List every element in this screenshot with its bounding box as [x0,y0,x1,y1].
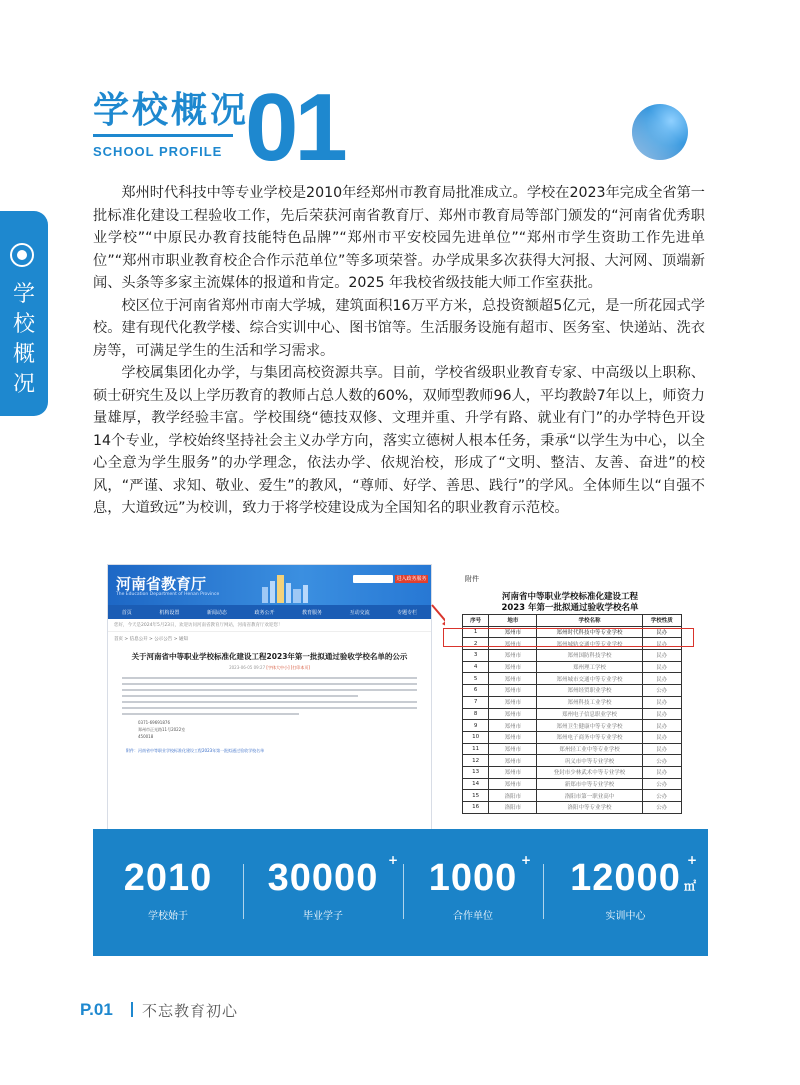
table-cell: 5 [463,673,489,685]
table-cell: 郑州市 [489,626,537,638]
nav-item[interactable]: 新闻动态 [206,609,227,616]
table-cell: 郑州卫生健康中等专业学校 [537,720,642,732]
table-cell: 民办 [642,743,681,755]
stat-training-center [543,829,708,956]
footer-divider [131,1002,133,1017]
nav-item[interactable]: 互动交流 [349,609,370,616]
side-tab-label: 学校概况 [12,282,35,397]
nav-item[interactable]: 机构设置 [159,609,180,616]
table-cell: 2 [463,638,489,650]
page-title: 学校概况 [93,90,250,131]
page-number: P.01 [80,1000,113,1019]
article-tools[interactable]: [字体大中小] [打印本页] [266,665,310,670]
intro-paragraph: 郑州时代科技中等专业学校是2010年经郑州市教育局批准成立。学校在2023年完成全省第一批标准化建设工程验收工作，先后荣获河南省教育厅、郑州市教育局等部门颁发的“河南省优秀职业学校”“中原民办教育技能特色品牌”“郑州市平安校园先进单位”“郑州市学生资助工作先进单位”“郑州市职业教育校企合作示范单位”等多项荣誉。办学成果多次获得大河报、大河网、顶端新闻、头条等多家主流媒体的报道和肯定。2025 年我校省级技能大师工作室获批。 [93,185,705,291]
table-cell: 民办 [642,731,681,743]
table-cell: 洛阳中等专业学校 [537,802,642,814]
contact-info [138,719,401,740]
article-date: 2023-06-05 09:27 [229,665,266,670]
table-cell: 10 [463,731,489,743]
table-cell: 洛阳市 [489,790,537,802]
table-cell: 郑州城市交通中等专业学校 [537,673,642,685]
table-row [463,802,682,814]
article-title: 关于河南省中等职业学校标准化建设工程2023年第一批拟通过验收学校名单的公示 [131,652,408,661]
nav-item[interactable]: 教育服务 [302,609,323,616]
table-cell: 9 [463,720,489,732]
contact-phone: 0371-69691876 [138,720,170,725]
stat-founded [93,829,243,956]
stat-suffix: + [521,853,532,867]
website-screenshot [107,564,432,846]
table-cell: 公办 [642,778,681,790]
nav-item[interactable]: 政务公开 [254,609,275,616]
table-cell: 1 [463,626,489,638]
intro-paragraph: 校区位于河南省郑州市南大学城，建筑面积16万平方米，总投资额超5亿元，是一所花园式学校。建有现代化教学楼、综合实训中心、图书馆等。生活服务设施有超市、医务室、快递站、洗衣房等，可满足学生的生活和学习需求。 [93,297,705,359]
table-cell: 郑州时代科技中等专业学校 [537,626,642,638]
doc-subtitle: 2023 年第一批拟通过验收学校名单 [501,603,639,613]
table-cell: 新郑市中等专业学校 [537,778,642,790]
table-cell: 郑州经贸职业学校 [537,685,642,697]
table-cell: 15 [463,790,489,802]
stat-graduates [243,829,403,956]
table-cell: 郑州轻工业中等专业学校 [537,743,642,755]
table-cell: 巩义市中等专业学校 [537,755,642,767]
table-cell: 民办 [642,661,681,673]
table-cell: 13 [463,766,489,778]
table-cell: 郑州市 [489,778,537,790]
stat-partners [403,829,543,956]
table-header: 地市 [489,615,537,627]
table-header: 序号 [463,615,489,627]
table-cell: 郑州市 [489,685,537,697]
website-nav [108,605,431,619]
table-cell: 洛阳市第一职业高中 [537,790,642,802]
school-logo-icon [10,243,34,267]
table-row [463,766,682,778]
stat-number: 1000 [428,857,518,899]
skyline-icon [258,571,318,603]
breadcrumb[interactable]: 首页 > 信息公开 > 公示公告 > 通知 [114,637,188,642]
table-cell: 14 [463,778,489,790]
article-meta [108,665,431,671]
table-cell: 郑州市 [489,755,537,767]
table-cell: 7 [463,696,489,708]
table-cell: 郑州市 [489,650,537,662]
table-row [463,661,682,673]
table-row [463,778,682,790]
table-header-row [463,615,682,627]
table-cell: 郑州理工学校 [537,661,642,673]
table-cell: 郑州国防科技学校 [537,650,642,662]
intro-paragraph: 学校属集团化办学，与集团高校资源共享。目前，学校省级职业教育专家、中高级以上职称、硕士研究生及以上学历教育的教师占总人数的60%，双师型教师96人，平均教龄7年以上，师资力量雄厚，教学经验丰富。学校围绕“德技双修、文理并重、升学有路、就业有门”的办学特色开设 14个专业，学校始终坚持社会主义办学方向，落实立德树人根本任务，秉承“以学生为中心，以全心全意为学生服务”的办学理念，依法办学、依规治校，形成了“文明、整洁、友善、奋进”的校风，“严谨、求知、敬业、爱生”的教风，“尊师、好学、善思、践行”的学风。全体师生以“自强不息，大道致远”为校训，致力于将学校建设成为全国知名的职业教育示范校。 [93,365,705,516]
table-row [463,731,682,743]
table-row [463,743,682,755]
stat-label: 合作单位 [453,911,493,922]
table-cell: 郑州市 [489,696,537,708]
table-header: 学校名称 [537,615,642,627]
table-cell: 民办 [642,638,681,650]
table-cell: 4 [463,661,489,673]
table-cell: 郑州市 [489,766,537,778]
table-cell: 公办 [642,802,681,814]
table-cell: 公办 [642,685,681,697]
stat-label: 毕业学子 [303,911,343,922]
table-cell: 民办 [642,766,681,778]
table-cell: 郑州电子信息职业学校 [537,708,642,720]
table-cell: 16 [463,802,489,814]
contact-postcode: 450018 [138,734,154,739]
stat-suffix: + [388,853,399,867]
table-row [463,790,682,802]
table-cell: 公办 [642,790,681,802]
table-cell: 郑州市 [489,731,537,743]
table-cell: 民办 [642,626,681,638]
approval-document [445,570,685,840]
stat-number: 2010 [123,857,213,899]
table-cell: 民办 [642,708,681,720]
table-cell: 11 [463,743,489,755]
table-cell: 郑州市 [489,638,537,650]
contact-address: 郑州市正光路11号2022室 [138,727,186,732]
table-cell: 民办 [642,650,681,662]
table-cell: 8 [463,708,489,720]
highlight-box [443,628,694,647]
table-row [463,685,682,697]
website-banner [108,565,431,605]
stat-number: 30000 [267,857,379,899]
intro-text [93,182,705,520]
table-cell: 民办 [642,696,681,708]
table-cell: 公办 [642,755,681,767]
table-header: 学校性质 [642,615,681,627]
table-cell: 民办 [642,720,681,732]
table-cell: 郑州电子商务中等专业学校 [537,731,642,743]
website-logo-en: The Education Department of Henan Province [116,592,220,597]
table-cell: 3 [463,650,489,662]
table-cell: 登封市少林武术中等专业学校 [537,766,642,778]
table-row [463,673,682,685]
table-row [463,755,682,767]
footer-motto: 不忘教育初心 [142,1002,239,1020]
table-row [463,708,682,720]
stat-label: 实训中心 [605,911,646,922]
page-subtitle: SCHOOL PROFILE [93,144,223,159]
attachment-link[interactable]: 附件：河南省中等职业学校标准化建设工程2023年第一批拟通过验收学校名单 [126,748,265,753]
section-number: 01 [245,74,344,181]
website-logo: 河南省教育厅 [116,575,207,593]
table-cell: 郑州科技工业学校 [537,696,642,708]
table-cell: 6 [463,685,489,697]
decorative-orb-icon [632,104,688,160]
table-cell: 郑州城轨交通中等专业学校 [537,638,642,650]
table-cell: 郑州市 [489,708,537,720]
website-search-input[interactable] [353,575,393,583]
stat-suffix: + [687,853,698,867]
table-cell: 郑州市 [489,661,537,673]
nav-item[interactable]: 专题专栏 [397,609,418,616]
title-underline [93,134,233,137]
table-cell: 洛阳市 [489,802,537,814]
stat-number: 12000 [570,857,681,899]
website-marquee: 您好，今天是2024年5月23日，欢迎访问河南省教育厅网站，河南省教育厅欢迎您！ [108,619,431,632]
table-cell: 12 [463,755,489,767]
table-row [463,720,682,732]
article-body [122,677,417,715]
website-service-button[interactable]: 进入政务服务 [396,576,427,582]
table-cell: 郑州市 [489,673,537,685]
doc-attachment-label: 附件 [465,575,479,583]
stat-label: 学校始于 [148,911,188,922]
table-row [463,650,682,662]
nav-item[interactable]: 首页 [121,609,132,616]
doc-title: 河南省中等职业学校标准化建设工程 [501,592,638,602]
stats-band [93,829,708,956]
table-body [463,626,682,813]
table-cell: 郑州市 [489,720,537,732]
stat-unit: ㎡ [684,879,697,893]
table-cell: 郑州市 [489,743,537,755]
table-row [463,696,682,708]
table-cell: 民办 [642,673,681,685]
